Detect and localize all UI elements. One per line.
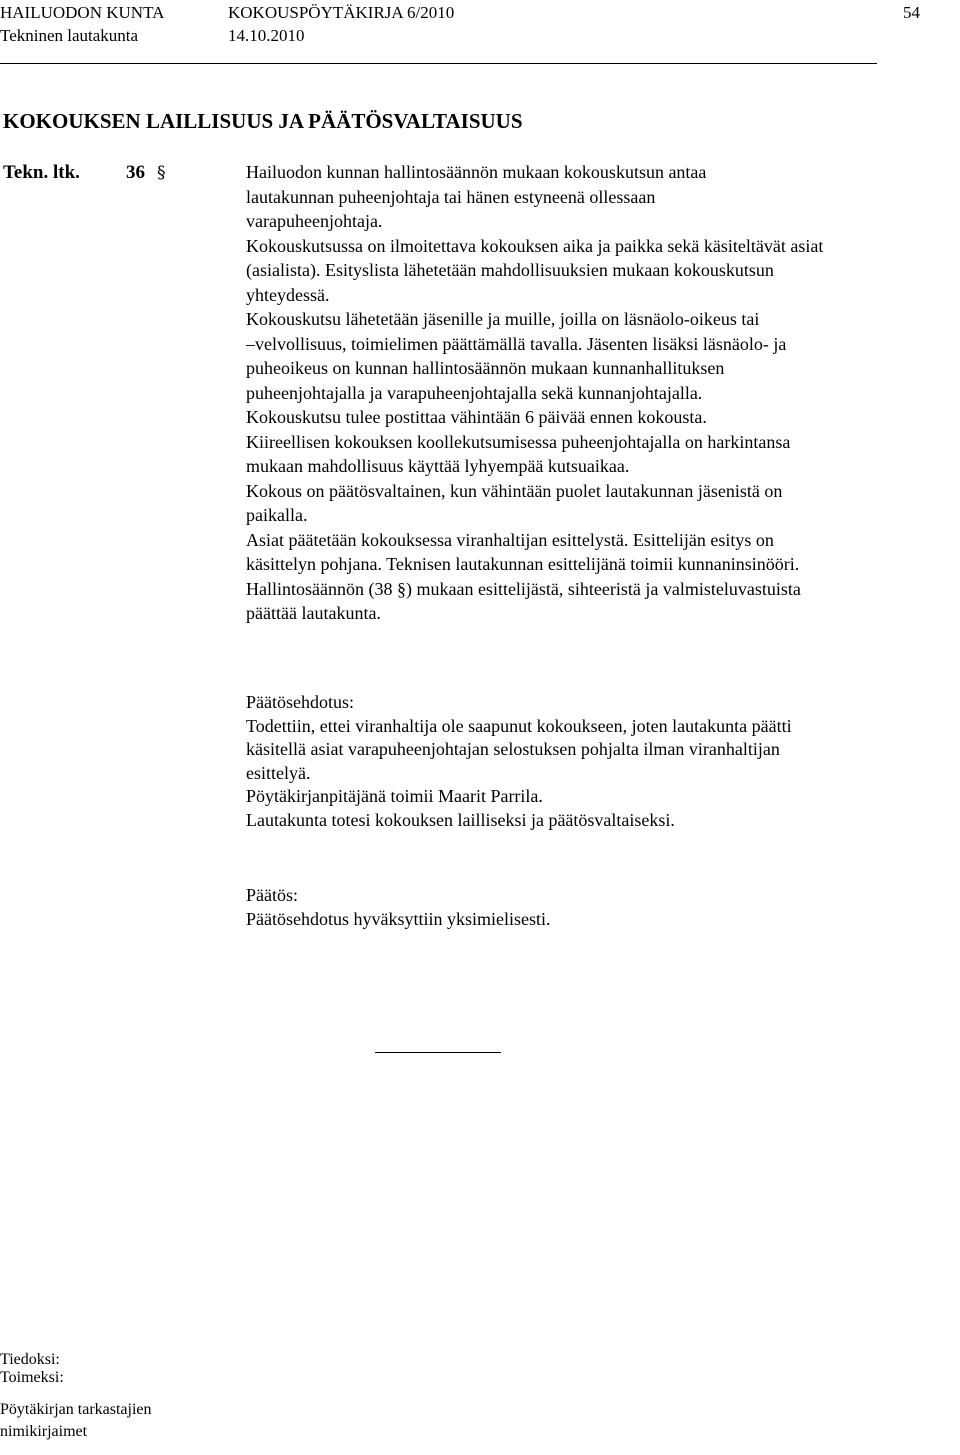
footer-signatures-label: Pöytäkirjan tarkastajien [0, 1401, 152, 1418]
body-line: puheenjohtajalla ja varapuheenjohtajalla sekä kunnanjohtajalla. [246, 382, 703, 403]
proposal-section [246, 691, 906, 832]
body-line: mukaan mahdollisuus käyttää lyhyempää kutsuaikaa. [246, 456, 630, 476]
body-line: Kokous on päätösvaltainen, kun vähintään puolet lautakunnan jäsenistä on [246, 480, 783, 501]
decision-section [246, 884, 906, 931]
body-line: Hallintosäännön (38 §) mukaan esittelijästä, sihteeristä ja valmisteluvastuista [246, 578, 801, 599]
proposal-label: Päätösehdotus: [246, 692, 354, 712]
header-divider [0, 63, 877, 64]
body-line: puheoikeus on kunnan hallintosäännön mukaan kunnanhallituksen [246, 358, 725, 378]
body-line: paikalla. [246, 505, 308, 525]
body-line: yhteydessä. [246, 284, 330, 305]
section-body [246, 160, 906, 626]
body-line: Asiat päätetään kokouksessa viranhaltijan esittelystä. Esittelijän esitys on [246, 529, 774, 550]
page-number: 54 [903, 3, 920, 22]
footer-signatures-label-2: nimikirjaimet [0, 1423, 88, 1440]
section-prefix: Tekn. ltk. [3, 162, 80, 183]
decision-label: Päätös: [246, 885, 298, 905]
proposal-line: Lautakunta totesi kokouksen lailliseksi ja päätösvaltaiseksi. [246, 809, 675, 830]
body-line: käsittelyn pohjana. Teknisen lautakunnan esittelijänä toimii kunnaninsinööri. [246, 554, 800, 574]
proposal-line: käsitellä asiat varapuheenjohtajan selostuksen pohjalta ilman viranhaltijan [246, 739, 780, 759]
footer-toimeksi: Toimeksi: [0, 1369, 64, 1386]
body-line: Kiireellisen kokouksen koollekutsumisessa puheenjohtajalla on harkintansa [246, 431, 791, 452]
proposal-line: Pöytäkirjanpitäjänä toimii Maarit Parrila. [246, 786, 543, 806]
body-line: –velvollisuus, toimielimen päättämällä tavalla. Jäsenten lisäksi läsnäolo- ja [246, 333, 787, 354]
section-number: 36 [126, 162, 145, 183]
body-line: Kokouskutsu tulee postittaa vähintään 6 päivää ennen kokousta. [246, 407, 707, 427]
body-line: Hailuodon kunnan hallintosäännön mukaan kokouskutsun antaa [246, 162, 707, 182]
header-committee: Tekninen lautakunta [0, 26, 139, 45]
footer-tiedoksi: Tiedoksi: [0, 1351, 60, 1368]
decision-text: Päätösehdotus hyväksyttiin yksimielisesti. [246, 908, 551, 929]
section-sign: § [157, 163, 166, 183]
body-line: varapuheenjohtaja. [246, 211, 383, 231]
body-line: lautakunnan puheenjohtaja tai hänen estyneenä ollessaan [246, 186, 656, 207]
signature-line [375, 1052, 501, 1053]
proposal-line: esittelyä. [246, 762, 311, 783]
body-line: päättää lautakunta. [246, 603, 381, 623]
header-date: 14.10.2010 [228, 26, 305, 45]
body-line: (asialista). Esityslista lähetetään mahdollisuuksien mukaan kokouskutsun [246, 260, 774, 280]
proposal-line: Todettiin, ettei viranhaltija ole saapunut kokoukseen, joten lautakunta päätti [246, 715, 792, 736]
header-document-title: KOKOUSPÖYTÄKIRJA 6/2010 [228, 3, 455, 22]
page-title: KOKOUKSEN LAILLISUUS JA PÄÄTÖSVALTAISUUS [3, 109, 523, 133]
body-line: Kokouskutsussa on ilmoitettava kokouksen aika ja paikka sekä käsiteltävät asiat [246, 235, 824, 256]
header-municipality: HAILUODON KUNTA [0, 3, 165, 22]
body-line: Kokouskutsu lähetetään jäsenille ja muille, joilla on läsnäolo-oikeus tai [246, 309, 760, 329]
